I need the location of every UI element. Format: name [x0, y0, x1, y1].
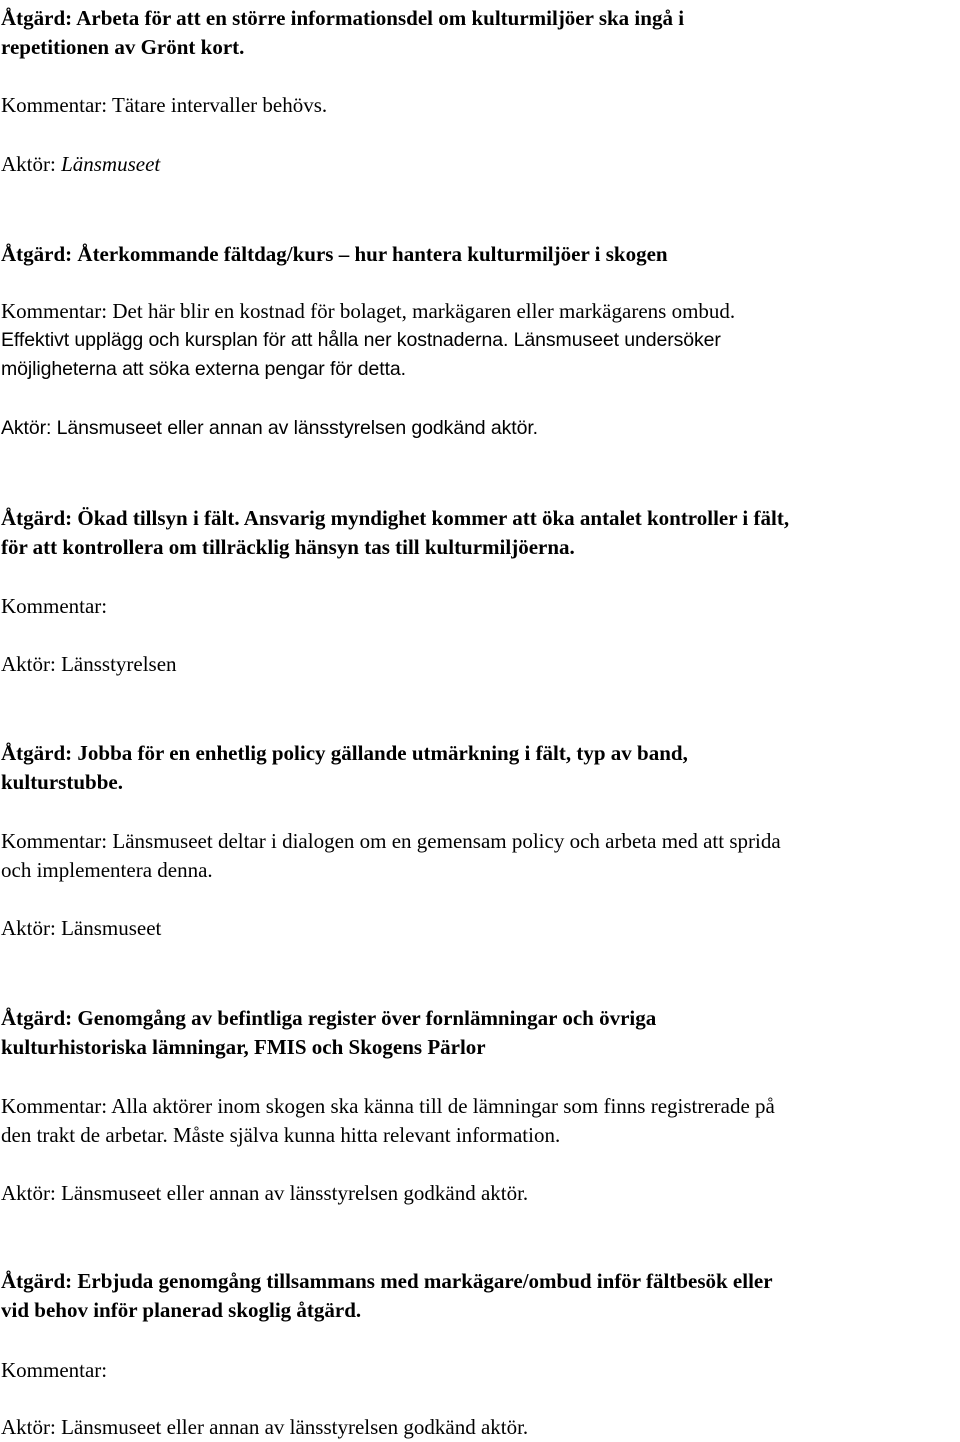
atgard-heading-line: för att kontrollera om tillräcklig hänsyn tas till kulturmiljöerna.: [1, 535, 575, 559]
kommentar-line: den trakt de arbetar. Måste själva kunna hitta relevant information.: [1, 1123, 561, 1147]
atgard-heading-line: Åtgärd: Erbjuda genomgång tillsammans med markägare/ombud inför fältbesök eller: [1, 1269, 773, 1293]
kommentar-line: Kommentar: Det här blir en kostnad för bolaget, markägaren eller markägarens ombud.: [1, 299, 736, 323]
kommentar-line: Effektivt upplägg och kursplan för att hålla ner kostnaderna. Länsmuseet undersöker: [1, 329, 721, 351]
kommentar-line: Kommentar: Tätare intervaller behövs.: [1, 93, 328, 117]
aktor-line: Aktör: Länsmuseet eller annan av länsstyrelsen godkänd aktör.: [1, 1181, 529, 1205]
kommentar-line: Kommentar:: [1, 1358, 108, 1382]
atgard-heading-line: Åtgärd: Jobba för en enhetlig policy gällande utmärkning i fält, typ av band,: [1, 741, 688, 765]
aktor-line: [1, 150, 160, 179]
atgard-heading-line: vid behov inför planerad skoglig åtgärd.: [1, 1298, 362, 1322]
aktor-line: Aktör: Länsmuseet eller annan av länsstyrelsen godkänd aktör.: [1, 1415, 529, 1439]
aktor-line: Aktör: Länsstyrelsen: [1, 652, 177, 676]
atgard-heading-line: Åtgärd: Arbeta för att en större informationsdel om kulturmiljöer ska ingå i: [1, 6, 685, 30]
atgard-heading-line: kulturstubbe.: [1, 770, 123, 794]
aktor-prefix: Aktör:: [1, 152, 62, 176]
atgard-heading-line: Åtgärd: Genomgång av befintliga register över fornlämningar och övriga: [1, 1006, 657, 1030]
aktor-line: Aktör: Länsmuseet eller annan av länsstyrelsen godkänd aktör.: [1, 417, 538, 439]
aktor-line: Aktör: Länsmuseet: [1, 916, 162, 940]
aktor-value: Länsmuseet: [61, 152, 161, 176]
kommentar-line: möjligheterna att söka externa pengar för detta.: [1, 358, 406, 380]
atgard-heading-line: kulturhistoriska lämningar, FMIS och Skogens Pärlor: [1, 1035, 486, 1059]
kommentar-line: Kommentar: Alla aktörer inom skogen ska känna till de lämningar som finns registrerade på: [1, 1094, 775, 1118]
kommentar-line: Kommentar:: [1, 594, 108, 618]
atgard-heading-line: repetitionen av Grönt kort.: [1, 35, 245, 59]
kommentar-line: och implementera denna.: [1, 858, 213, 882]
kommentar-line: Kommentar: Länsmuseet deltar i dialogen om en gemensam policy och arbeta med att sprida: [1, 829, 781, 853]
atgard-heading-line: Åtgärd: Återkommande fältdag/kurs – hur hantera kulturmiljöer i skogen: [1, 242, 668, 266]
atgard-heading-line: Åtgärd: Ökad tillsyn i fält. Ansvarig myndighet kommer att öka antalet kontroller i fält,: [1, 506, 790, 530]
